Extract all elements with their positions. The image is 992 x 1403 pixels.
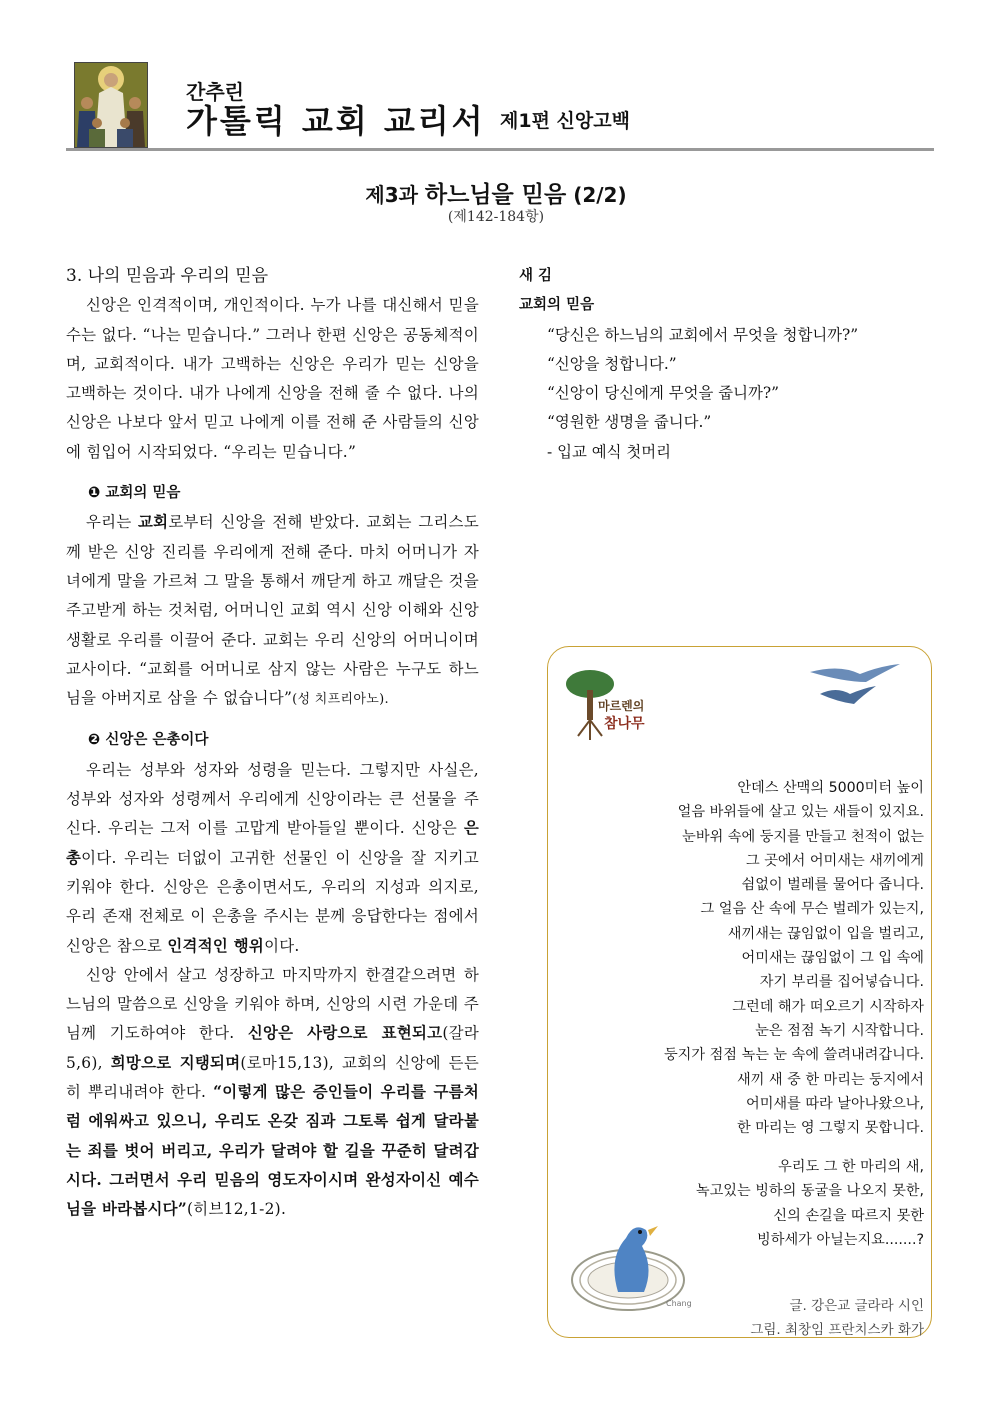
lesson-prefix: 제3과 [365,183,425,207]
header-logo-image [74,62,148,148]
poem-line: 빙하세가 아닐는지요.......? [757,1231,924,1248]
faith-growth-paragraph: 신앙 안에서 살고 성장하고 마지막까지 한결같으려면 하느님의 말씀으로 신앙을 키워야 하며, 신앙의 시련 가운데 주님께 기도하여야 한다. 신앙은 사랑으로 표현되고(갈라 5,6), 희망으로 지탱되며(로마15,13), 교회의 신앙에 든든히 뿌리내려야 한다. “이렇게 많은 증인들이 우리를 구름처럼 에워싸고 있으니, 우리도 온갖 짐과 그토록 쉽게 달라붙는 죄를 벗어 버리고, 우리가 달려야 할 길을 꾸준히 달려갑시다. 그러면서 우리 믿음의 영도자이시며 완성자이신 예수님을 바라봅시다”(히브12,1-2). [66,965,479,1219]
main-text-column [66,262,479,1225]
logo-text-bottom: 참나무 [604,716,645,732]
header-divider [66,148,934,151]
writer-credit: 글. 강은교 글라라 시인 [789,1298,924,1314]
section-heading: 3. 나의 믿음과 우리의 믿음 [66,266,269,286]
poem-line: 어미새를 따라 날아나왔으나, [746,1095,924,1112]
flying-birds-illustration [800,660,910,720]
header-main-title: 가톨릭 교회 교리서 [186,102,486,140]
oak-tree-logo [560,664,670,746]
poem-line: 한 마리는 영 그렇지 못합니다. [736,1120,924,1137]
intro-paragraph: 신앙은 인격적이며, 개인적이다. 누가 나를 대신해서 믿을 수는 없다. “나는 믿습니다.” 그러나 한편 신앙은 공동체적이며, 교회적이다. 내가 고백하는 신앙은 우리가 믿는 신앙을 고백하는 것이다. 내가 나에게 신앙을 전해 줄 수 없다. 나의 신앙은 나보다 앞서 믿고 나에게 이를 전해 준 사람들의 신앙에 힘입어 시작되었다. “우리는 믿습니다.” [66,296,479,461]
lesson-range: (제142-184항) [447,209,545,225]
faith-grace-paragraph: 우리는 성부와 성자와 성령을 믿는다. 그렇지만 사실은, 성부와 성자와 성령께서 우리에게 신앙이라는 큰 선물을 주신다. 우리는 그저 이를 고맙게 받아들일 뿐이다. 신앙은 은총이다. 우리는 더없이 고귀한 선물인 이 신앙을 잘 지키고 키워야 한다. 신앙은 은총이면서도, 우리의 지성과 의지로, 우리 존재 전체로 이 은총을 주시는 분께 응답한다는 점에서 신앙은 참으로 인격적인 행위이다. [66,760,479,955]
rite-source: - 입교 예식 첫머리 [547,442,671,461]
subheading-faith-grace: ❷ 신앙은 은총이다 [88,732,209,749]
poem-credits [660,1294,924,1342]
poem-line: 얼음 바위들에 살고 있는 새들이 있지요. [677,804,924,821]
reflection-label: 새 김 [519,268,553,284]
subheading-church-faith: ❶ 교회의 믿음 [88,485,181,502]
rite-line: “신앙이 당신에게 무엇을 줍니까?” [547,384,779,403]
poem-line: 우리도 그 한 마리의 새, [778,1159,924,1175]
poem-line: 쉼없이 벌레를 물어다 줍니다. [741,877,924,894]
signature: Chang [666,1299,692,1308]
poem-line: 그 얼음 산 속에 무슨 벌레가 있는지, [700,901,924,918]
poem-line: 그 곳에서 어미새는 새끼에게 [746,852,924,869]
rite-line: “영원한 생명을 줍니다.” [547,413,712,432]
poem-line: 안데스 산맥의 5000미터 높이 [737,780,924,796]
logo-text-top: 마르렌의 [598,699,645,713]
lesson-part: (2/2) [566,183,627,207]
header-part-label: 제1편 신앙고백 [500,110,630,132]
header-small-title: 간추린 [186,80,244,104]
reflection-sublabel: 교회의 믿음 [519,297,595,314]
artist-credit: 그림. 최창임 프란치스카 화가 [750,1322,924,1338]
poem-line: 자기 부리를 집어넣습니다. [759,974,924,991]
poem-line: 녹고있는 빙하의 동굴을 나오지 못한, [695,1183,924,1200]
lesson-title [0,176,992,209]
poem-line: 눈은 점점 녹기 시작합니다. [755,1022,924,1039]
poem-line: 그런데 해가 떠오르기 시작하자 [732,998,924,1015]
rite-line: “신앙을 청합니다.” [547,354,677,373]
poem-line: 눈바위 속에 둥지를 만들고 천적이 없는 [682,828,924,845]
poem-text [560,776,924,1140]
reflection-column [519,262,939,467]
rite-line: “당신은 하느님의 교회에서 무엇을 청합니까?” [547,325,859,344]
poem-line: 어미새는 끊임없이 그 입 속에 [741,950,924,967]
church-faith-paragraph: 우리는 교회로부터 신앙을 전해 받았다. 교회는 그리스도께 받은 신앙 진리를 우리에게 전해 준다. 마치 어머니가 자녀에게 말을 가르쳐 그 말을 통해서 깨닫게 하고 깨달은 것을 주고받게 하는 것처럼, 어머니인 교회 역시 신앙 이해와 신앙생활로 우리를 이끌어 준다. 교회는 우리 신앙의 어머니이며 교사이다. “교회를 어머니로 삼지 않는 사람은 누구도 하느님을 아버지로 삼을 수 없습니다”(성 치프리아노). [66,513,479,708]
poem-line: 신의 손길을 따르지 못한 [773,1207,924,1224]
poem-line: 새끼 새 중 한 마리는 둥지에서 [736,1071,924,1088]
poem-line: 새끼새는 끊임없이 입을 벌리고, [727,925,924,942]
lesson-name: 하느님을 믿음 [424,182,567,208]
poem-line: 둥지가 점점 녹는 눈 속에 쓸려내려갑니다. [663,1047,924,1064]
